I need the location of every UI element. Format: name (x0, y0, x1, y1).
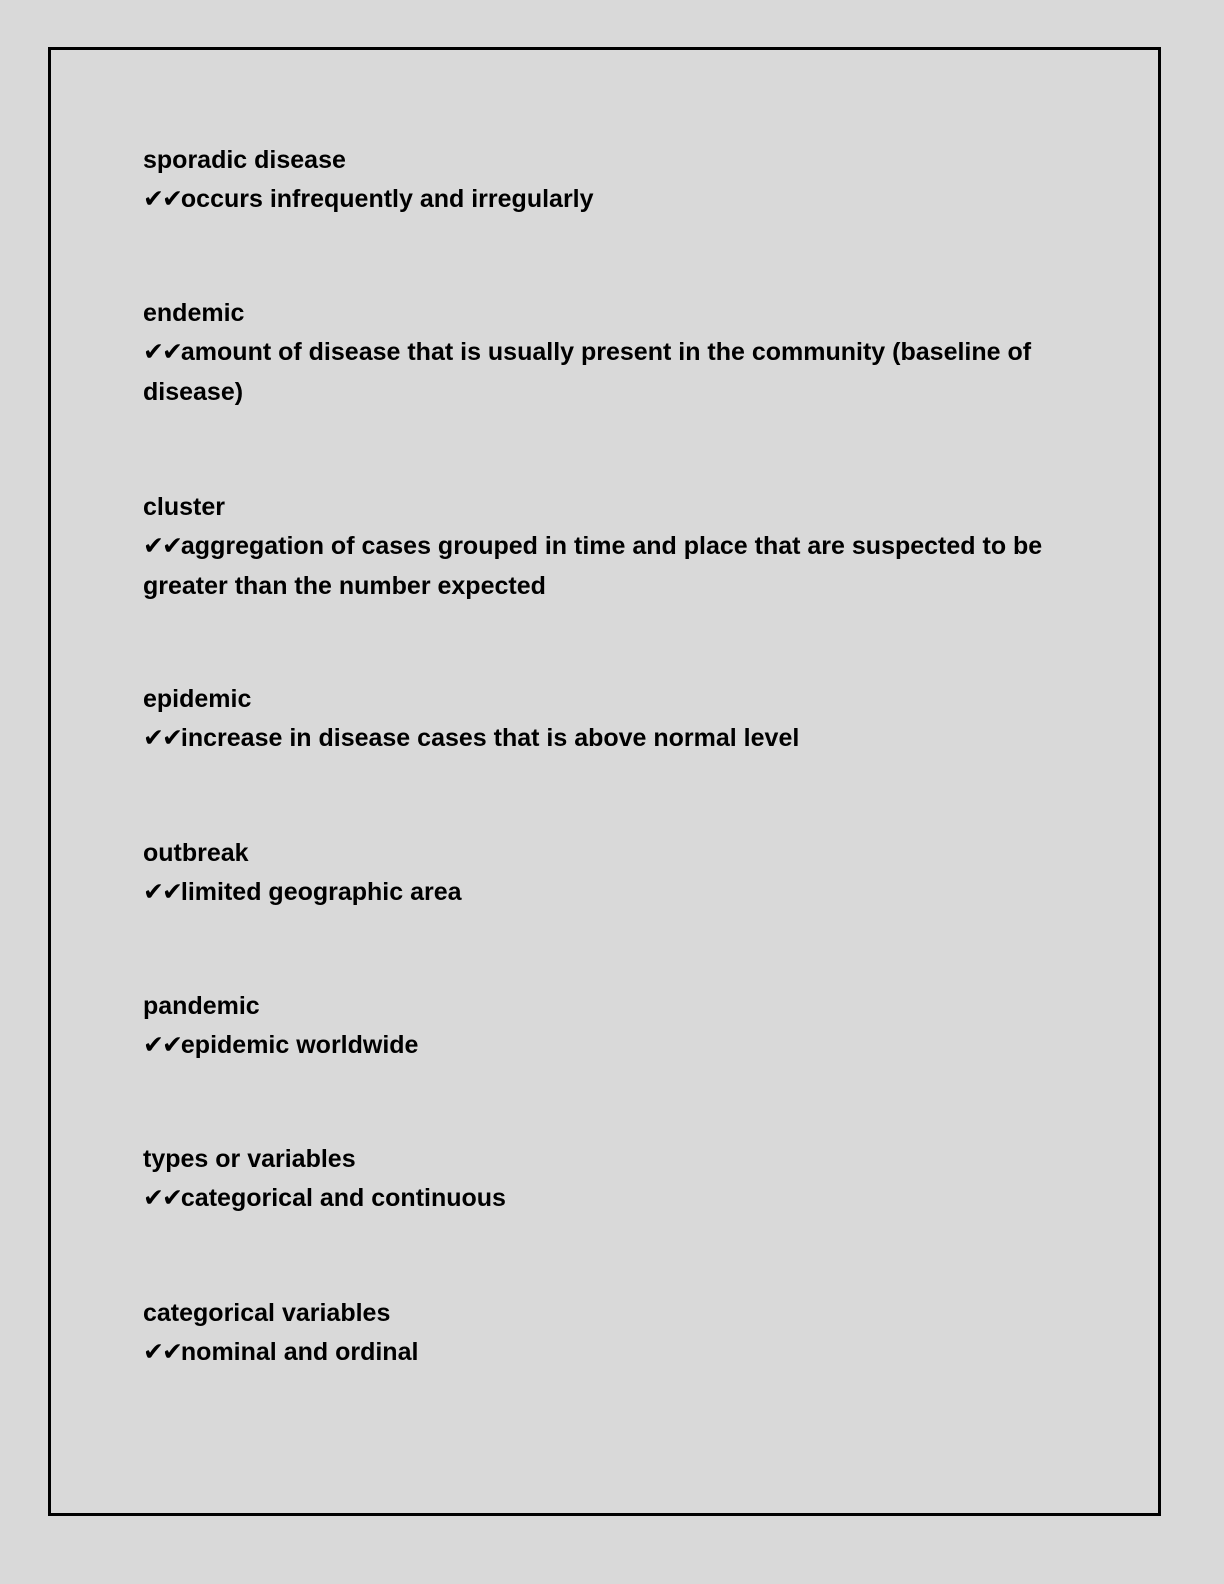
definition-line (143, 1025, 1073, 1065)
flashcard-entry (143, 991, 1073, 1144)
term: types or variables (143, 1145, 356, 1173)
double-check-icon: ✔✔ (143, 337, 181, 366)
double-check-icon: ✔✔ (143, 184, 181, 213)
definition-line (143, 526, 1073, 606)
definition: occurs infrequently and irregularly (180, 185, 594, 213)
term: pandemic (143, 992, 260, 1020)
definition-line (143, 718, 1073, 758)
definition-line (143, 1332, 1073, 1372)
definition: nominal and ordinal (180, 1338, 419, 1366)
definition-line (143, 179, 1073, 219)
definition-line (143, 332, 1073, 412)
definition: increase in disease cases that is above normal level (180, 724, 800, 752)
term: endemic (143, 299, 245, 327)
double-check-icon: ✔✔ (143, 1030, 181, 1059)
double-check-icon: ✔✔ (143, 877, 181, 906)
flashcard-entry (143, 1144, 1073, 1298)
double-check-icon: ✔✔ (143, 723, 181, 752)
definition: limited geographic area (180, 878, 462, 906)
double-check-icon: ✔✔ (143, 1337, 181, 1366)
term: categorical variables (143, 1299, 391, 1327)
flashcard-list (143, 145, 1073, 1398)
flashcard-entry (143, 492, 1073, 684)
definition: amount of disease that is usually present in the community (baseline of disease) (143, 338, 1032, 406)
term: cluster (143, 493, 225, 521)
definition: epidemic worldwide (180, 1031, 419, 1059)
double-check-icon: ✔✔ (143, 1183, 181, 1212)
flashcard-entry (143, 298, 1073, 492)
term: epidemic (143, 685, 252, 713)
flashcard-entry (143, 1298, 1073, 1398)
flashcard-entry (143, 684, 1073, 838)
definition: aggregation of cases grouped in time and place that are suspected to be greater than the number expected (143, 532, 1043, 600)
term: outbreak (143, 839, 249, 867)
term: sporadic disease (143, 146, 346, 174)
flashcard-entry (143, 838, 1073, 991)
definition-line (143, 872, 1073, 912)
definition-line (143, 1178, 1073, 1218)
flashcard-entry (143, 145, 1073, 298)
definition: categorical and continuous (180, 1184, 506, 1212)
double-check-icon: ✔✔ (143, 531, 181, 560)
